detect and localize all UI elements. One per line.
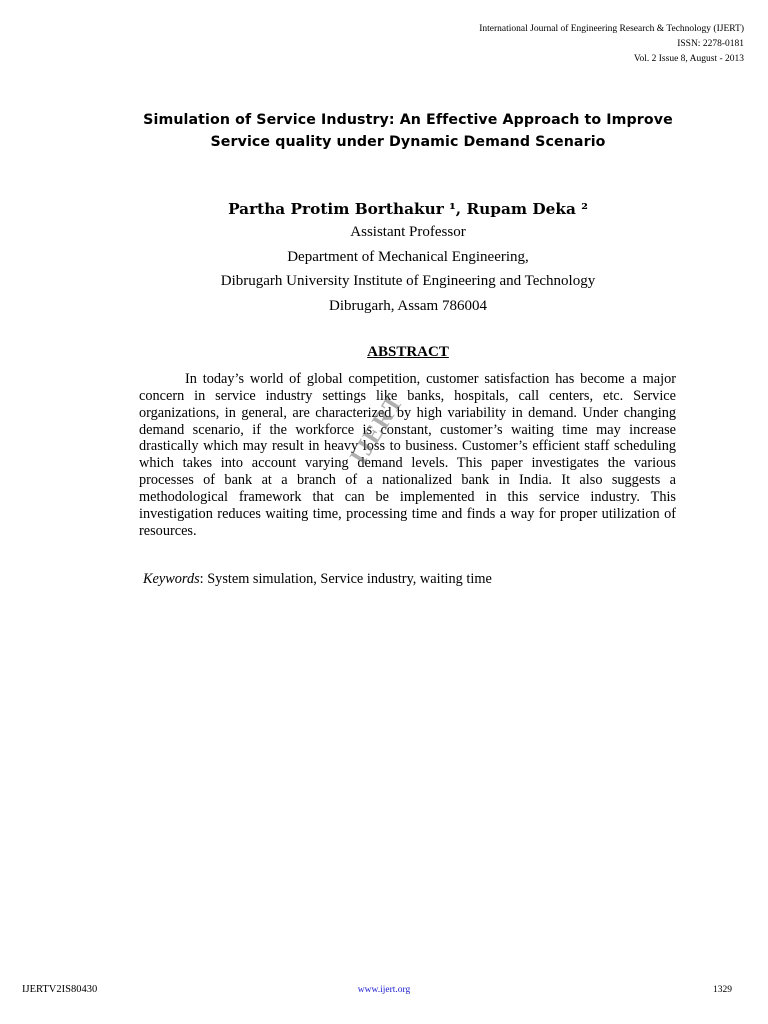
affiliation-institute: Dibrugarh University Institute of Engineering and Technology (220, 273, 596, 289)
keywords-text: : System simulation, Service industry, waiting time (199, 571, 492, 587)
journal-issn: ISSN: 2278-0181 (677, 39, 744, 49)
ijert-watermark: IJERT (345, 389, 410, 470)
author-affiliation (0, 220, 768, 318)
journal-volume: Vol. 2 Issue 8, August - 2013 (633, 54, 744, 64)
affiliation-department: Department of Mechanical Engineering, (287, 248, 529, 265)
affiliation-position: Assistant Professor (350, 224, 466, 240)
footer-website-link[interactable]: www.ijert.org (357, 985, 411, 995)
journal-name: International Journal of Engineering Research & Technology (IJERT) (479, 24, 744, 34)
keywords-label: Keywords (143, 571, 200, 587)
paper-authors: Partha Protim Borthakur ¹, Rupam Deka ² (228, 200, 588, 218)
abstract-heading: ABSTRACT (367, 344, 449, 360)
abstract-text: In today’s world of global competition, customer satisfaction has become a major concern in service industry settings like banks, hospitals, call centers, etc. Service organizations, in general, are characterized by high variability in demand. Under changing demand scenario, if the workforce is constant, customer’s waiting time may increase drastically which may result in heavy loss to business. Customer’s efficient staff scheduling which takes into account varying demand levels. This paper investigates the various processes of bank at a branch of a nationalized bank in India. It also suggests a methodological framework that can be implemented in this service industry. This investigation reduces waiting time, processing time and finds a way for proper utilization of resources. (139, 371, 676, 539)
paper-title (0, 109, 768, 153)
affiliation-location: Dibrugarh, Assam 786004 (329, 297, 487, 314)
footer-paper-id: IJERTV2IS80430 (22, 984, 98, 995)
footer-page-number: 1329 (713, 985, 732, 995)
paper-title-line-2: Service quality under Dynamic Demand Scenario (210, 134, 606, 150)
paper-title-line-1: Simulation of Service Industry: An Effective Approach to Improve (143, 112, 673, 128)
keywords (143, 570, 492, 588)
journal-header (479, 22, 744, 67)
